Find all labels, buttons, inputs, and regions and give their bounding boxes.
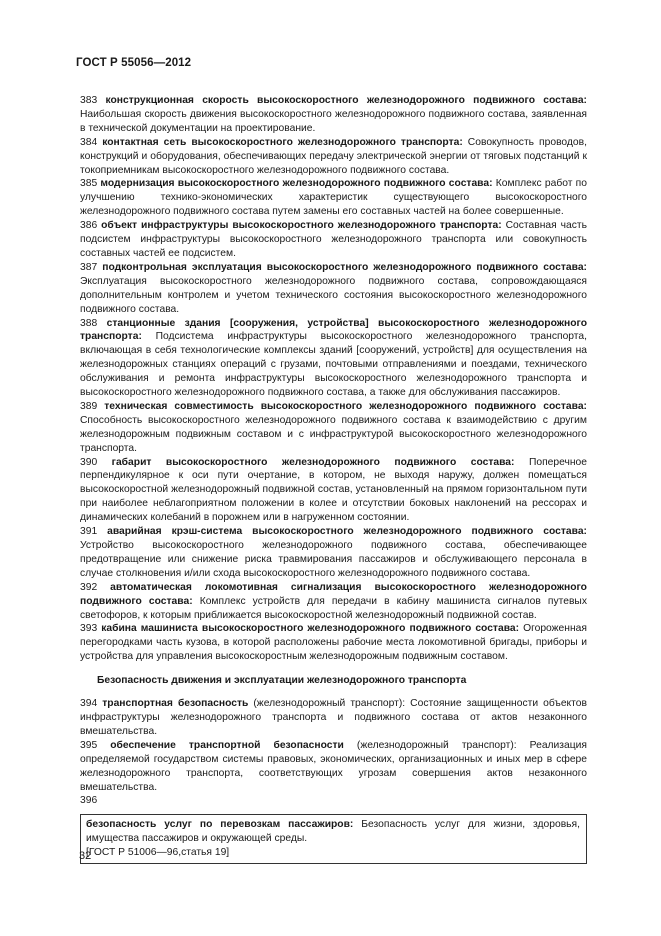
term-name: обеспечение транспортной безопасности: [110, 739, 344, 751]
term-number: 392: [80, 581, 98, 593]
term-entry-383: [80, 94, 587, 136]
section-title: Безопасность движения и эксплуатации железнодорожного транспорта: [97, 675, 467, 687]
term-number: 395: [80, 739, 98, 751]
term-definition: Безопасность услуг для жизни, здоровья, имущества пассажиров и окружающей среды.: [86, 819, 580, 845]
term-name: подконтрольная эксплуатация высокоскоростного железнодорожного подвижного состава:: [102, 261, 587, 273]
term-definition: Способность высокоскоростного железнодорожного подвижного состава к взаимодействию с другим железнодорожным подвижным составом и с инфраструктурой высокоскоростного железнодорожного транспорта.: [80, 414, 587, 454]
term-name: контактная сеть высокоскоростного железнодорожного транспорта:: [102, 136, 463, 148]
term-name: модернизация высокоскоростного железнодорожного подвижного состава:: [100, 178, 493, 190]
term-definition: (железнодорожный транспорт): Состояние защищенности объектов инфраструктуры железнодорожного транспорта и подвижного состава от актов незаконного вмешательства.: [80, 698, 587, 737]
term-number: 394: [80, 698, 98, 710]
term-number: 393: [80, 623, 98, 635]
term-name: кабина машиниста высокоскоростного железнодорожного подвижного состава:: [101, 623, 520, 635]
term-entry-388: [80, 317, 587, 400]
term-definition: Эксплуатация высокоскоростного железнодорожного подвижного состава, сопровождающаяся дополнительным контролем и учетом технического состояния высокоскоростного железнодорожного подвижного состава.: [80, 275, 587, 315]
term-number: 391: [80, 526, 98, 538]
term-number: 390: [80, 456, 98, 468]
term-definition: Поперечное перпендикулярное к оси пути очертание, в котором, не выходя наружу, должен помещаться высокоскоростной железнодорожный подвижной состав, установленный на прямом горизонтальном пути при наиболее неблагоприятном положении в колее и отсутствии боковых наклонений на рессорах и динамических колебаний в порожнем или в нагруженном состоянии.: [80, 456, 587, 524]
term-name: конструкционная скорость высокоскоростного железнодорожного подвижного состава:: [105, 95, 587, 106]
term-entry-384: [80, 136, 587, 178]
term-number: 383: [80, 95, 98, 106]
term-number: 384: [80, 136, 98, 148]
term-entry-393: [80, 622, 587, 664]
term-name: аварийная крэш-система высокоскоростного железнодорожного подвижного состава:: [107, 526, 587, 538]
term-entry-387: [80, 261, 587, 317]
term-entry-394: [80, 697, 587, 739]
term-entry-395: [80, 739, 587, 795]
term-number: 386: [80, 220, 98, 232]
term-definition: Составная часть подсистем инфраструктуры высокоскоростного железнодорожного транспорта или совокупность составных частей ее подсистем.: [80, 220, 587, 259]
terms-list-a: [80, 94, 587, 664]
term-number: 387: [80, 261, 98, 273]
term-number: 396: [80, 795, 98, 807]
term-name: транспортная безопасность: [102, 698, 249, 710]
term-entry-392: [80, 581, 587, 623]
term-name: объект инфраструктуры высокоскоростного железнодорожного транспорта:: [101, 220, 502, 232]
term-definition: Наибольшая скорость движения высокоскоростного железнодорожного подвижного состава, заявленная в технической документации на проектирование.: [80, 108, 587, 134]
terms-list-b: [80, 697, 587, 794]
term-entry-386: [80, 219, 587, 261]
term-name: автоматическая локомотивная сигнализация высокоскоростного железнодорожного подвижного состава:: [80, 581, 587, 607]
page-number: 32: [79, 850, 92, 862]
document-body: [80, 94, 587, 864]
document-header: ГОСТ Р 55056—2012: [76, 57, 192, 69]
term-entry-396: [80, 794, 587, 808]
term-name: станционные здания [сооружения, устройства] высокоскоростного железнодорожного транспорта:: [80, 317, 587, 343]
term-entry-389: [80, 400, 587, 456]
term-source: [ГОСТ Р 51006—96,статья 19]: [86, 847, 230, 859]
term-entry-391: [80, 525, 587, 581]
term-definition: Комплекс работ по улучшению технико-экономических характеристик существующего высокоскоростного железнодорожного подвижного состава путем замены его составных частей на более совершенные.: [80, 178, 587, 218]
term-name: техническая совместимость высокоскоростного железнодорожного подвижного состава:: [104, 400, 587, 412]
term-number: 388: [80, 317, 98, 329]
term-definition: Комплекс устройств для передачи в кабину машиниста сигналов путевых светофоров, к которым приближается высокоскоростной железнодорожный подвижной состав.: [80, 595, 587, 621]
term-definition: Совокупность проводов, конструкций и оборудования, обеспечивающих передачу электрической энергии от тяговых подстанций к токоприемникам высокоскоростного железнодорожного подвижного состава.: [80, 136, 587, 176]
term-name: габарит высокоскоростного железнодорожного подвижного состава:: [111, 456, 515, 468]
term-number: 389: [80, 400, 98, 412]
term-definition: Огороженная перегородками часть кузова, в которой расположены рабочие места локомотивной бригады, приборы и устройства для управления высокоскоростным железнодорожным подвижным составом.: [80, 623, 587, 663]
term-entry-385: [80, 177, 587, 219]
term-definition: Подсистема инфраструктуры высокоскоростного железнодорожного транспорта, включающая в себя технологические комплексы зданий [сооружений, устройств] для осуществления на железнодорожных станциях операций с грузами, почтовыми отправлениями и поездами, технического обслуживания и ремонта инфраструктуры высокоскоростного железнодорожного транспорта и высокоскоростного железнодорожного подвижного состава, а также для обслуживания пассажиров.: [80, 331, 587, 399]
term-entry-390: [80, 456, 587, 526]
term-number: 385: [80, 178, 98, 190]
term-name: безопасность услуг по перевозкам пассажиров:: [86, 819, 354, 831]
term-definition: Устройство высокоскоростного железнодорожного подвижного состава, обеспечивающее предотвращение или снижение риска травмирования пассажиров и обслуживающего персонала в случае столкновения и/или схода высокоскоростного железнодорожного подвижного состава.: [80, 540, 587, 579]
boxed-definition: [80, 814, 587, 864]
term-definition: (железнодорожный транспорт): Реализация определяемой государством системы правовых, экономических, организационных и иных мер в сфере железнодорожного транспорта, соответствующих угрозам совершения актов незаконного вмешательства.: [80, 739, 587, 793]
